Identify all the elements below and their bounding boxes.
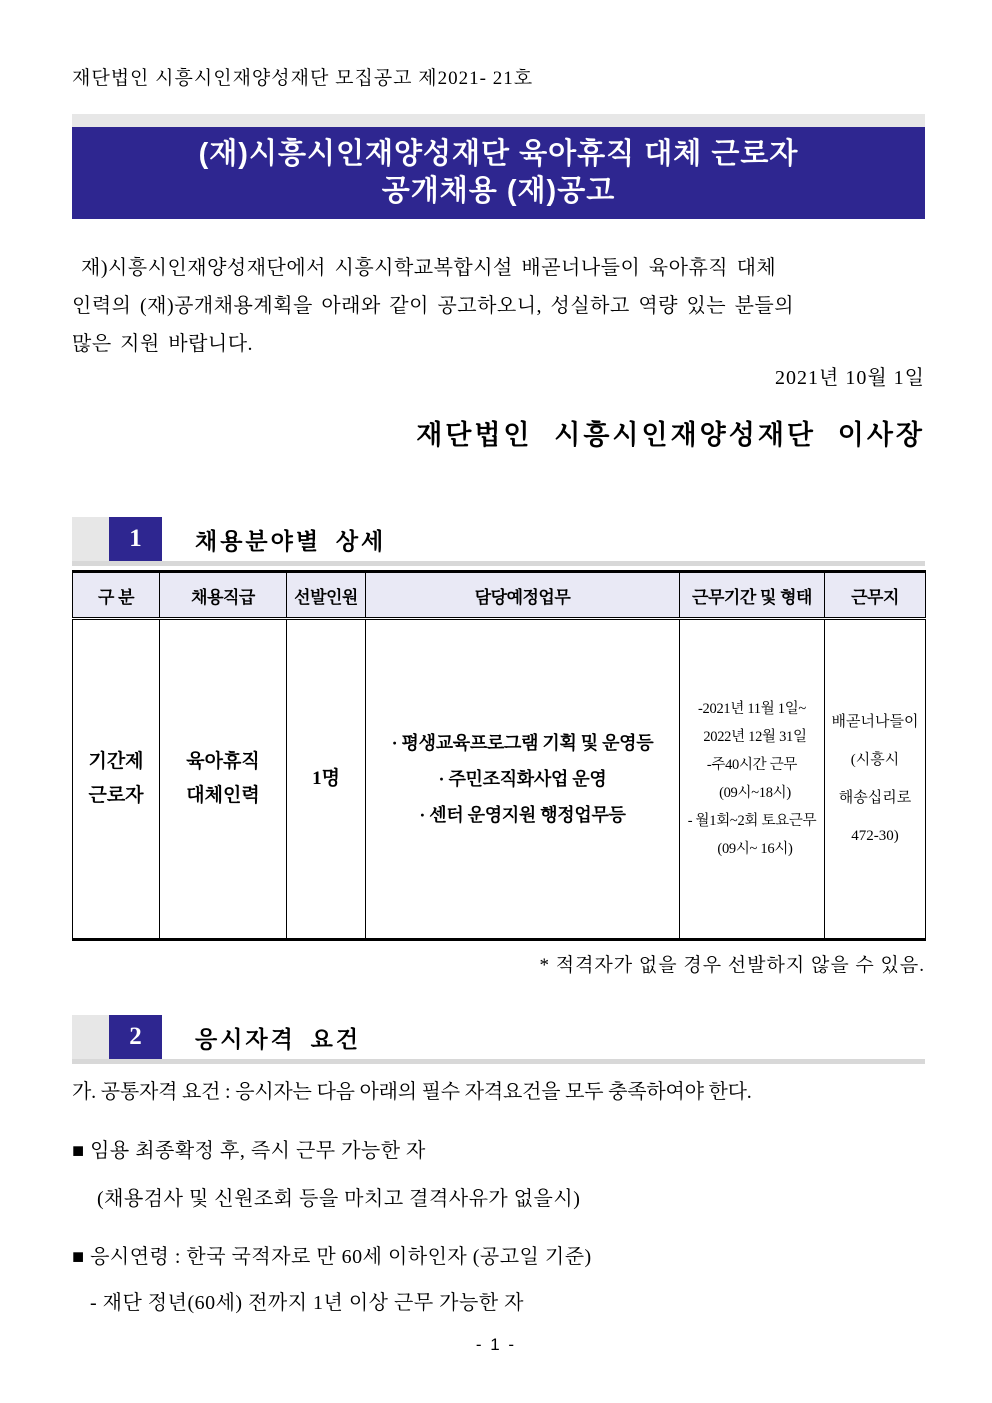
banner-title-line1: (재)시흥시인재양성재단 육아휴직 대체 근로자 [198,138,799,170]
header-headcount: 선발인원 [287,572,366,619]
qualification-item-1: ■ 임용 최종확정 후, 즉시 근무 가능한 자 [72,1140,426,1162]
section-1-title: 채용분야별 상세 [195,528,387,554]
recruitment-table [72,570,926,941]
page-number: - 1 - [475,1335,517,1354]
cell-schedule: -2021년 11월 1일~ 2022년 12월 31일 -주40시간 근무 (09시~18시) - 월1회~2회 토요근무 (09시~ 16시) [680,619,825,940]
qualification-intro: 가. 공통자격 요건 : 응시자는 다음 아래의 필수 자격요건을 모두 충족하여야 한다. [72,1081,752,1103]
section-2-number-badge: 2 [109,1015,162,1059]
qualification-item-1-sub: (채용검사 및 신원조회 등을 마치고 결격사유가 없을시) [97,1188,581,1210]
cell-headcount: 1명 [287,619,366,940]
intro-line-1: 재)시흥시인재양성재단에서 시흥시학교복합시설 배곧너나들이 육아휴직 대체 [81,257,777,279]
table-footnote: * 적격자가 없을 경우 선발하지 않을 수 있음. [539,955,925,976]
doc-number-line: 재단법인 시흥시인재양성재단 모집공고 제2021- 21호 [72,68,534,89]
banner-title [72,127,925,219]
qualification-item-2-sub: - 재단 정년(60세) 전까지 1년 이상 근무 가능한 자 [90,1292,524,1314]
cell-location: 배곧너나들이 (시흥시 해송십리로 472-30) [825,619,926,940]
qualification-item-2: ■ 응시연령 : 한국 국적자로 만 60세 이하인자 (공고일 기준) [72,1246,592,1268]
section-1-number-badge: 1 [109,517,162,561]
signature-line: 재단법인 시흥시인재양성재단 이사장 [416,420,925,450]
intro-paragraph [72,249,925,363]
header-position: 채용직급 [160,572,287,619]
banner-title-line2: 공개채용 (재)공고 [381,175,616,207]
banner-top-strip [72,114,925,127]
table-header-row [73,572,926,619]
section-1-header [72,517,925,566]
intro-line-2: 인력의 (재)공개채용계획을 아래와 같이 공고하오니, 성실하고 역량 있는 분들의 [72,295,795,317]
cell-position: 육아휴직 대체인력 [160,619,287,940]
title-banner [72,114,925,219]
cell-category: 기간제 근로자 [73,619,160,940]
section-1-gray-block [72,517,109,561]
section-2-gray-block [72,1015,109,1059]
header-duties: 담당예정업무 [366,572,680,619]
table-row [73,619,926,940]
header-category: 구 분 [73,572,160,619]
intro-line-3: 많은 지원 바랍니다. [72,333,254,355]
announcement-date: 2021년 10월 1일 [775,367,925,389]
section-2-header [72,1015,925,1064]
header-location: 근무지 [825,572,926,619]
cell-duties: · 평생교육프로그램 기획 및 운영등 · 주민조직화사업 운영 · 센터 운영지원 행정업무등 [366,619,680,940]
section-2-title: 응시자격 요건 [195,1026,362,1052]
qualification-list [72,1136,925,1318]
header-schedule: 근무기간 및 형태 [680,572,825,619]
